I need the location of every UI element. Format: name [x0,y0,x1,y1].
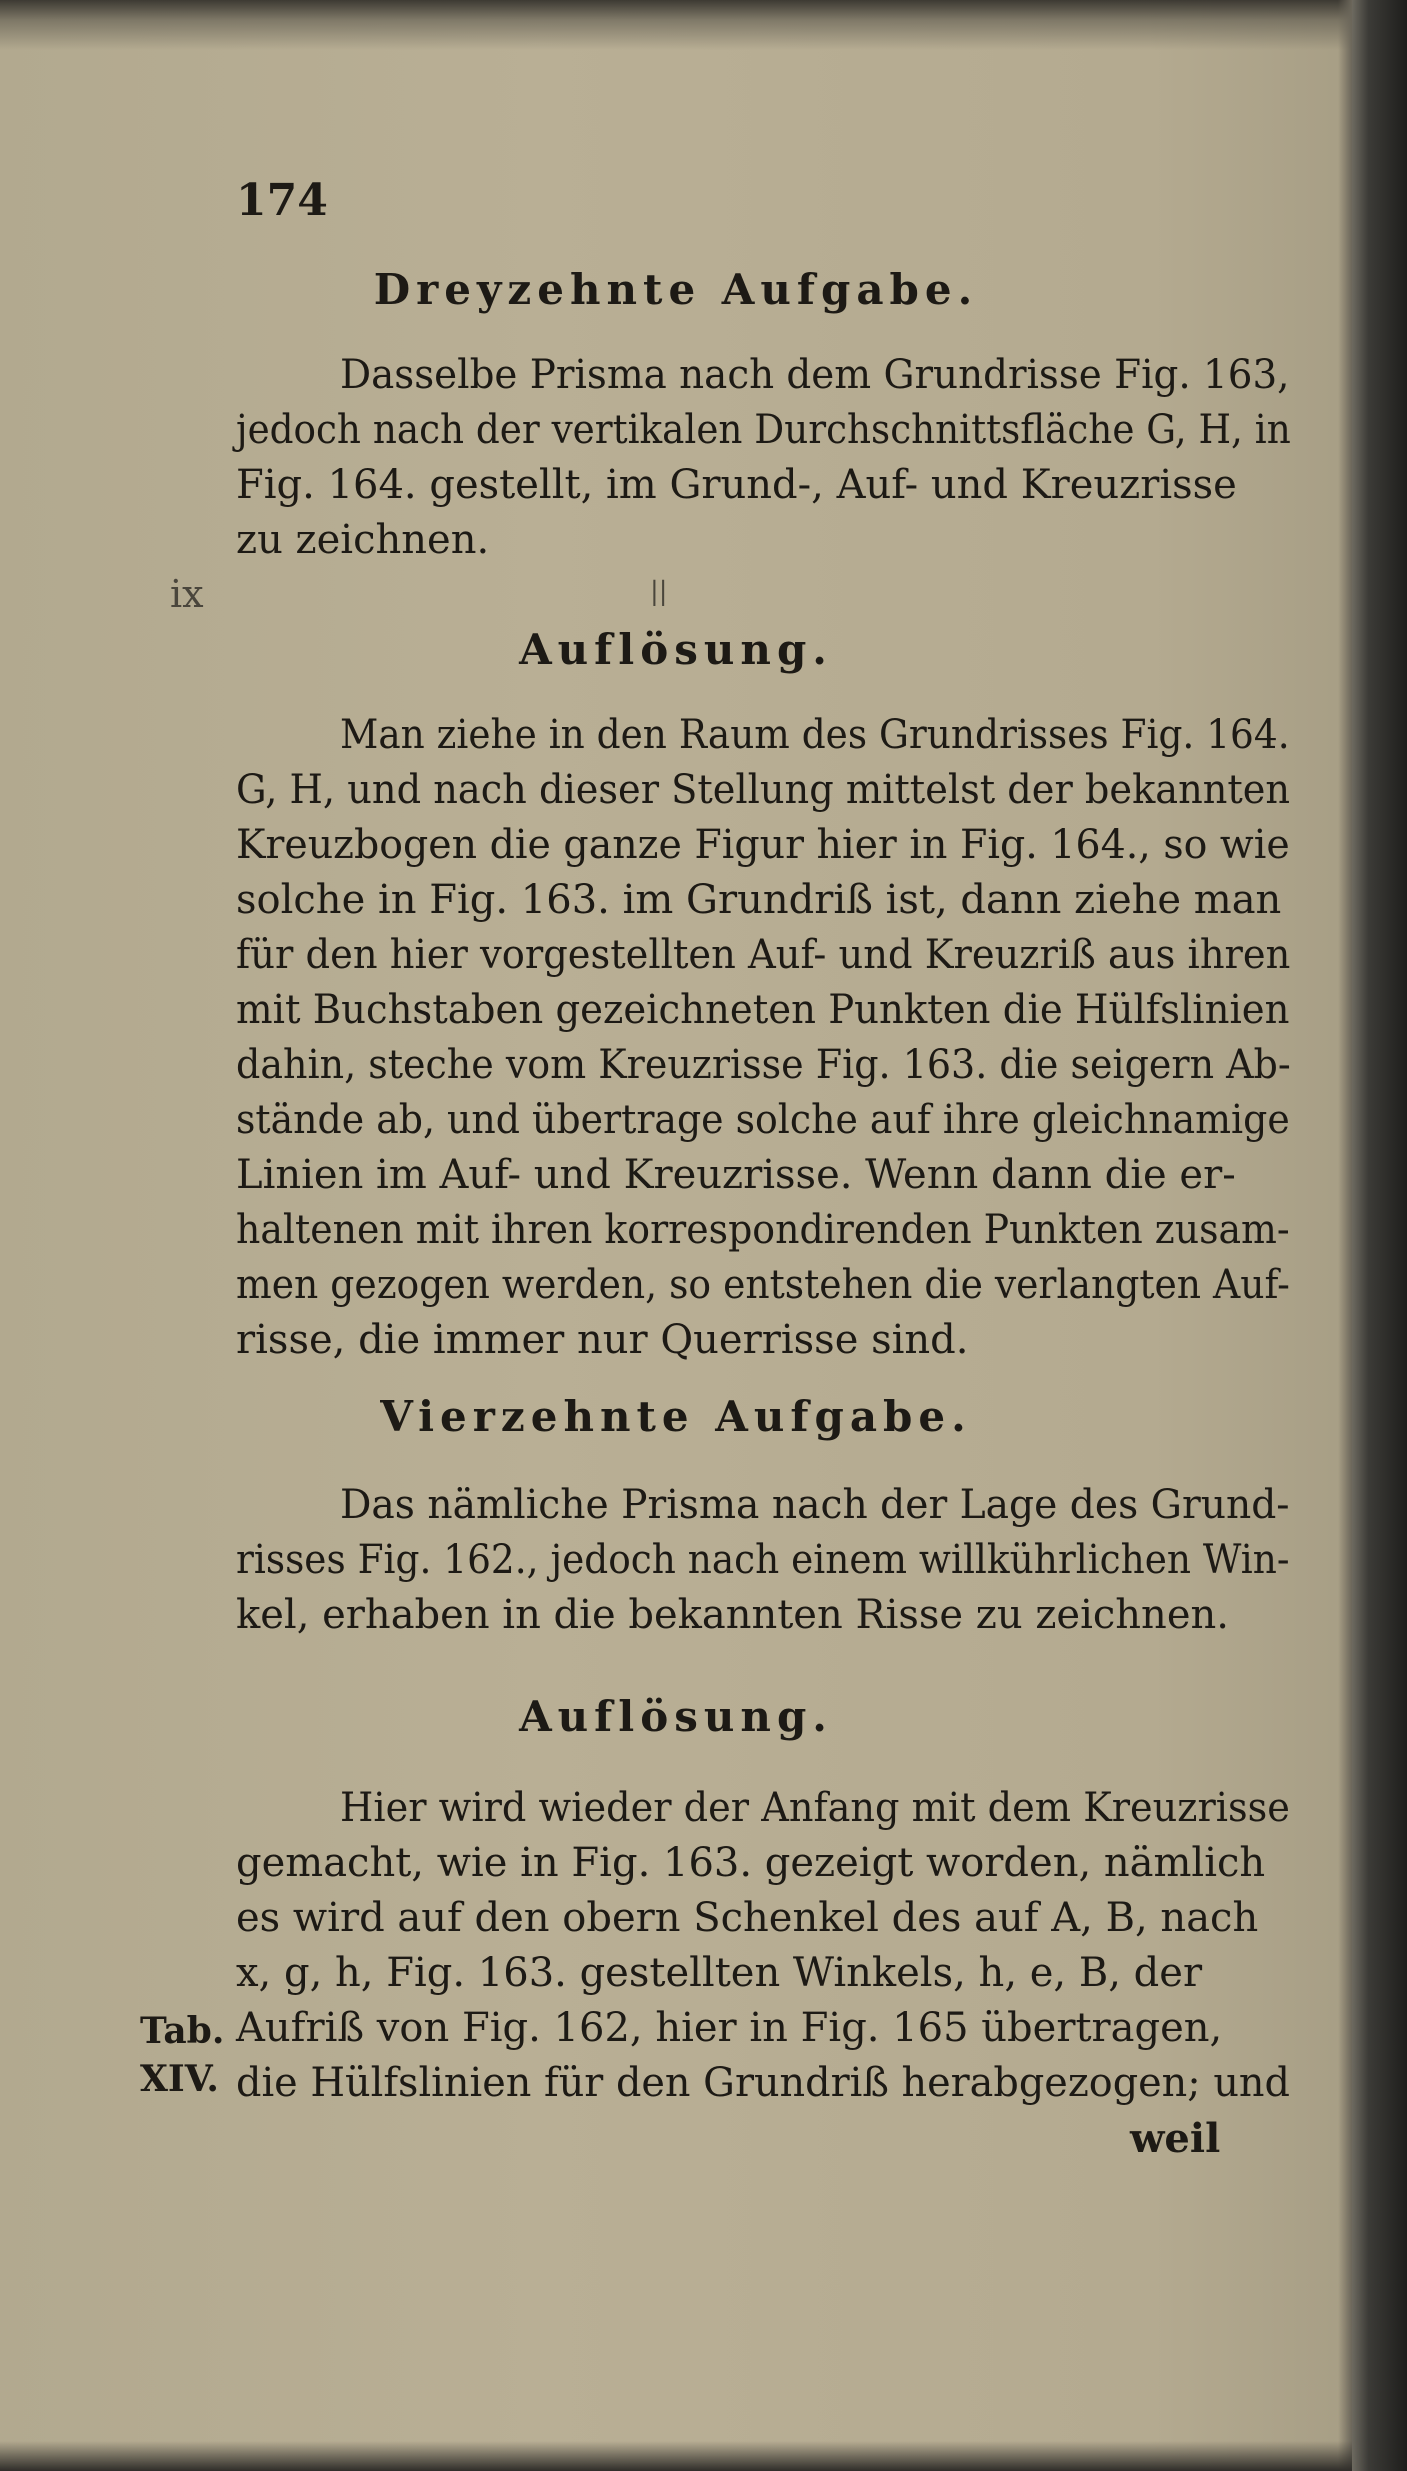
text-line: zu zeichnen. [236,517,490,563]
catchword: weil [1130,2115,1221,2162]
section-heading-vierzehnte: Vierzehnte Aufgabe. [380,1392,972,1441]
text-line: es wird auf den obern Schenkel des auf A, B, nach [236,1895,1259,1941]
margin-note-plate: XIV. [140,2058,219,2100]
text-line: gemacht, wie in Fig. 163. gezeigt worden, nämlich [236,1840,1266,1886]
page-edge-shadow [1338,0,1352,2471]
text-line: risses Fig. 162., jedoch nach einem willkührlichen Win- [236,1537,1290,1583]
margin-note-tab: Tab. [140,2010,225,2052]
section-heading-aufloesung-1: Auflösung. [519,625,833,674]
text-line: mit Buchstaben gezeichneten Punkten die Hülfslinien [236,987,1290,1033]
text-line: Das nämliche Prisma nach der Lage des Grund- [340,1482,1290,1528]
stray-mark-left: ix [170,572,204,616]
text-line: Man ziehe in den Raum des Grundrisses Fig. 164. [340,712,1290,758]
text-line: Kreuzbogen die ganze Figur hier in Fig. 164., so wie [236,822,1290,868]
bottom-shadow [0,2441,1352,2471]
text-line: x, g, h, Fig. 163. gestellten Winkels, h, e, B, der [236,1950,1203,1996]
text-line: dahin, steche vom Kreuzrisse Fig. 163. die seigern Ab- [236,1042,1291,1088]
text-line: jedoch nach der vertikalen Durchschnittsfläche G, H, in [236,407,1291,453]
section-heading-dreyzehnte: Dreyzehnte Aufgabe. [373,265,979,314]
text-line: solche in Fig. 163. im Grundriß ist, dann ziehe man [236,877,1282,923]
text-line: die Hülfslinien für den Grundriß herabgezogen; und [236,2060,1290,2106]
book-spine [1352,0,1407,2471]
text-line: für den hier vorgestellten Auf- und Kreuzriß aus ihren [236,932,1291,978]
text-line: kel, erhaben in die bekannten Risse zu zeichnen. [236,1592,1229,1638]
text-line: stände ab, und übertrage solche auf ihre gleichnamige [236,1097,1290,1143]
stray-mark-center: || [650,577,668,607]
text-line: men gezogen werden, so entstehen die verlangten Auf- [236,1262,1290,1308]
text-line: Fig. 164. gestellt, im Grund-, Auf- und Kreuzrisse [236,462,1237,508]
text-line: Linien im Auf- und Kreuzrisse. Wenn dann die er- [236,1152,1236,1198]
text-line: Dasselbe Prisma nach dem Grundrisse Fig. 163, [340,352,1290,398]
text-line: G, H, und nach dieser Stellung mittelst der bekannten [236,767,1291,813]
text-line: risse, die immer nur Querrisse sind. [236,1317,969,1363]
page-number: 174 [236,175,328,226]
text-line: Aufriß von Fig. 162, hier in Fig. 165 übertragen, [236,2005,1223,2051]
text-line: Hier wird wieder der Anfang mit dem Kreuzrisse [340,1785,1290,1831]
top-shadow [0,0,1352,50]
text-line: haltenen mit ihren korrespondirenden Punkten zusam- [236,1207,1290,1253]
section-heading-aufloesung-2: Auflösung. [519,1692,833,1741]
